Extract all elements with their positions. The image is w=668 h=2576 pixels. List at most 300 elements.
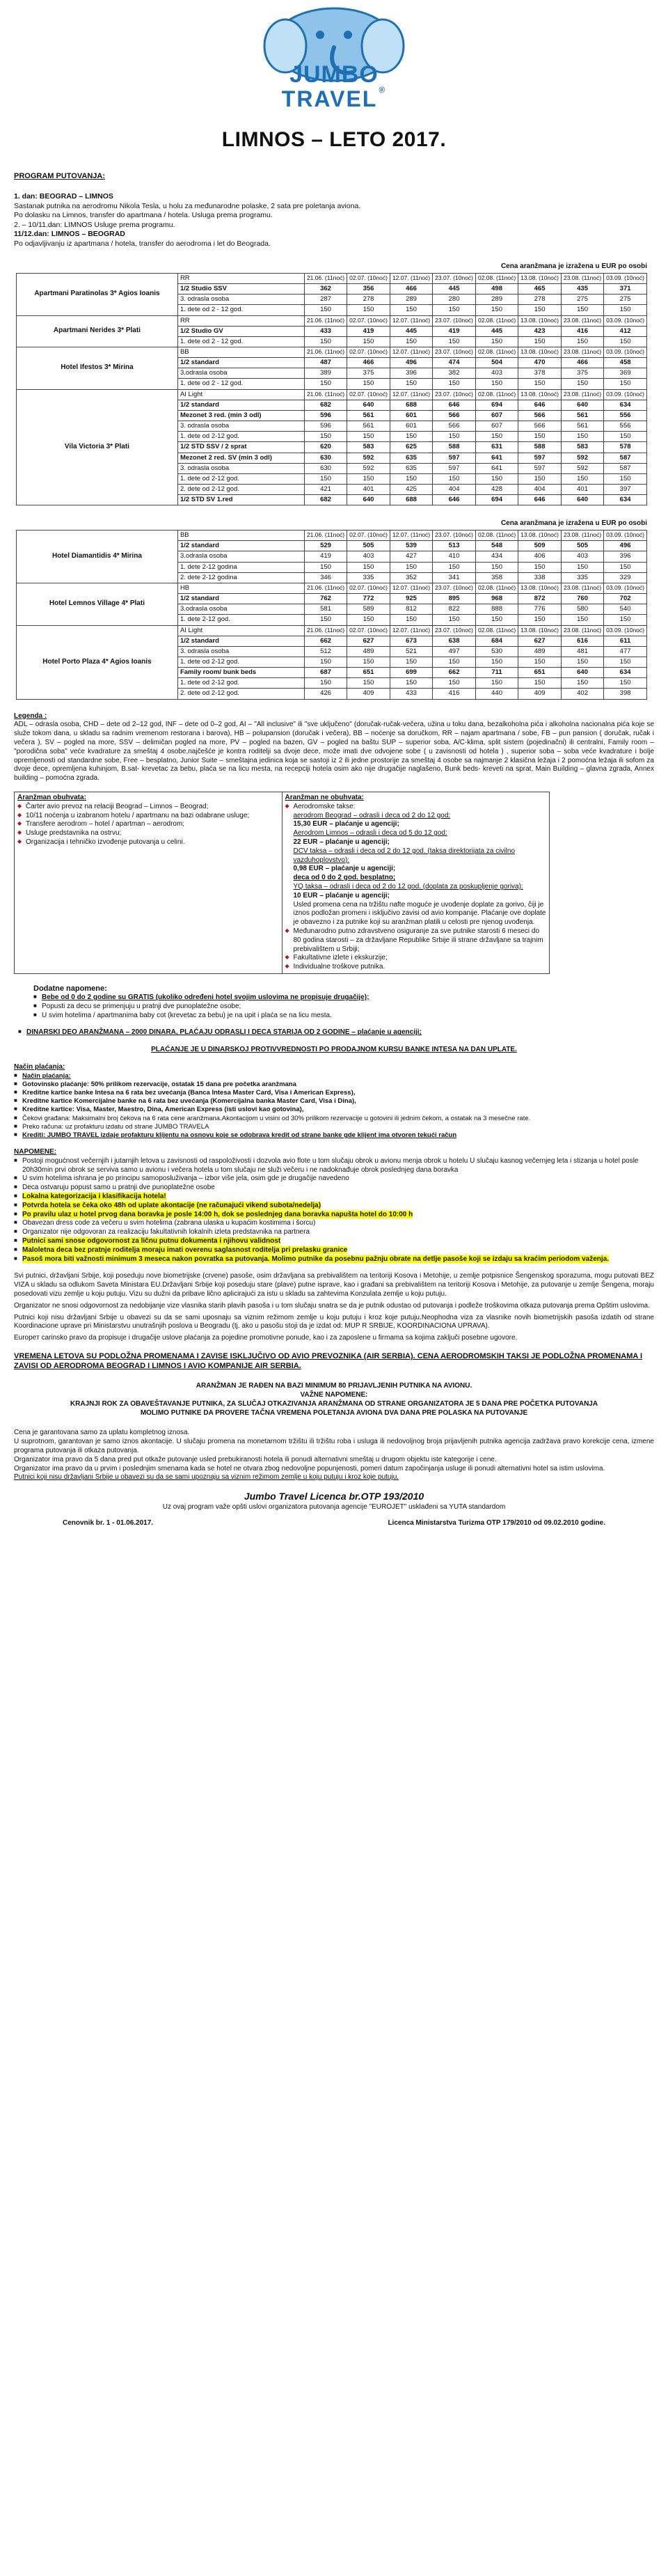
room-type: 3.odrasla osoba [177, 368, 304, 379]
price-cell: 401 [347, 485, 390, 495]
final-terms [14, 1429, 654, 1482]
price-cell: 638 [433, 636, 476, 646]
price-cell: 630 [304, 453, 347, 463]
price-cell: 289 [390, 294, 432, 305]
price-cell: 419 [304, 551, 347, 562]
price-cell: 150 [518, 336, 562, 347]
price-cell: 150 [347, 305, 390, 315]
date-cell: 23.07. (10noć) [433, 315, 476, 326]
price-cell: 278 [347, 294, 390, 305]
price-cell: 275 [561, 294, 603, 305]
date-cell: 13.08. (10noć) [518, 347, 562, 357]
date-cell: 23.08. (11noć) [561, 389, 603, 400]
price-cell: 423 [518, 326, 562, 336]
excl-limnos-line: Aerodrom Limnos – odrasli i deca od 5 do 12 god: [293, 829, 447, 838]
price-cell: 489 [347, 646, 390, 657]
room-type: 3. odrasla osoba [177, 646, 304, 657]
price-cell: 389 [304, 368, 347, 379]
price-cell: 150 [390, 432, 432, 442]
excl-yq-price: 10 EUR – plaćanje u agenciji; [293, 891, 390, 900]
price-cell: 607 [475, 410, 518, 421]
napomene-list [14, 1157, 654, 1264]
logo-travel-text: TRAVEL ® [281, 85, 387, 111]
price-cell: 578 [604, 442, 647, 453]
price-cell: 583 [347, 442, 390, 453]
price-cell: 597 [518, 453, 562, 463]
price-cell: 150 [390, 562, 432, 572]
price-cell: 694 [475, 495, 518, 505]
program-section [14, 192, 654, 249]
room-type: 1. dete od 2-12 god. [177, 678, 304, 689]
napomene-hl-10: Maloletna deca bez pratnje roditelja moraju imati overenu saglasnost roditelja pri prelasku granice [22, 1246, 348, 1254]
price-cell: 588 [433, 442, 476, 453]
price-cell: 150 [304, 657, 347, 668]
price-cell: 150 [604, 336, 647, 347]
important-notes-heading: VAŽNE NAPOMENE: [300, 1390, 368, 1399]
price-cell: 646 [518, 495, 562, 505]
price-cell: 289 [475, 294, 518, 305]
price-cell: 150 [604, 562, 647, 572]
table-header-row [16, 625, 646, 636]
price-cell: 421 [304, 485, 347, 495]
flight-times-warning: VREMENA LETOVA SU PODLOŽNA PROMENAMA I ZAVISE ISKLJUČIVO OD AVIO PREVOZNIKA (AIR SERBIA). CENA AERODROMSKIH TAKSI JE PODLOŽNA PROMENAMA I ZAVISI OD AERODROMA BEOGRAD I LIMNOS I AVIO KOMPANIJE AIR SERBIA. [14, 1351, 643, 1371]
price-cell: 150 [518, 473, 562, 484]
price-cell: 403 [475, 368, 518, 379]
list-item: ■ DINARSKI DEO ARANŽMANA – 2000 DINARA, PLAĆAJU ODRASLI I DECA STARIJA OD 2 GODINE – plaćanje u agenciji; [18, 1028, 654, 1037]
list-item [14, 1246, 654, 1255]
date-cell: 13.08. (10noć) [518, 531, 562, 541]
footer-row [14, 1519, 654, 1528]
excludes-cell [282, 792, 550, 974]
price-cell: 539 [390, 541, 432, 551]
price-cell: 150 [433, 657, 476, 668]
visa-section [14, 1272, 654, 1343]
price-cell: 402 [561, 689, 603, 699]
list-item [14, 1202, 654, 1211]
date-cell: 21.06. (11noć) [304, 531, 347, 541]
date-cell: 12.07. (11noć) [390, 347, 432, 357]
price-cell: 150 [347, 473, 390, 484]
room-type: 1/2 standard [177, 636, 304, 646]
legend-text: ADL – odrasla osoba, CHD – dete od 2–12 god, INF – dete od 0–2 god, AI – "All inclusive" ili "sve uključeno" (doručak-ručak-večera, užina u toku dana, bezalkoholna pića i alkoholna nacionalna pića koje se služe tokom dana, u skladu sa radnim vremenom restorana i barova), HB – polupansion (doručak i večera), BB – noćenje sa doručkom, RR – najam apartmana / sobe, FB – pun pansion ( doručak, ručak i večera ), SV – pogled na more, SSV – delimičan pogled na more, PV – pogled na bazen, GV – pogled na baštu SUP – superior soba, A/C-klima, split sistem (pojedinačni) ili centralni, Family room – "porodična soba" veće kvadrature za smeštaj 4 osobe,najčešće je kontra roditelji sa dvoje dece, može imati dve odvojene sobe ( u zavisnosti od hotela ) , superior soba – soba veće kvadrature i bolje opremljenosti od standardne sobe, Free – besplatno, Junior Suite – smeštajna jedinica koja se sastoji iz 2 ili jedne prostorije za smeštaj 4 osobe sa najmanje 2 klasična ležaja i 2 pomoćna ležaja ili sofom za dvoje dece, opremljena kuhinjom, B.sat- krevetac za bebu, plaća se na licu mesta, na recepciji hotela osim ako nije drugačije naglašeno, Bunk beds- kreveti na sprat, Main Building – glavna zgrada, Annex building – pomoćna zgrada. [14, 721, 654, 783]
date-cell: 02.08. (11noć) [475, 583, 518, 593]
date-cell: 02.07. (10noć) [347, 389, 390, 400]
list-item [14, 1211, 654, 1220]
price-cell: 487 [304, 358, 347, 368]
price-cell: 466 [390, 284, 432, 294]
price-cell: 627 [347, 636, 390, 646]
price-cell: 596 [304, 421, 347, 432]
date-cell: 02.08. (11noć) [475, 531, 518, 541]
list-item [285, 803, 547, 927]
room-type: 1. dete od 2 - 12 god. [177, 336, 304, 347]
price-cell: 150 [304, 562, 347, 572]
hotel-name: Apartmani Nerides 3* Plati [16, 315, 177, 347]
date-cell: 02.07. (10noć) [347, 583, 390, 593]
additional-notes-heading: Dodatne napomene: [33, 984, 107, 993]
napomene-heading: NAPOMENE: [14, 1148, 57, 1156]
price-cell: 646 [518, 400, 562, 410]
includes-excludes-table [14, 792, 550, 974]
room-type: 1. dete od 2-12 god. [177, 657, 304, 668]
price-cell: 630 [304, 463, 347, 473]
price-cell: 150 [304, 615, 347, 625]
date-cell: 23.08. (11noć) [561, 273, 603, 283]
price-cell: 419 [433, 326, 476, 336]
price-cell: 362 [304, 284, 347, 294]
room-type: 1/2 STD SSV / 2 sprat [177, 442, 304, 453]
date-cell: 12.07. (11noć) [390, 531, 432, 541]
list-item: ■ U svim hotelima / apartmanima baby cot (krevetac za bebu) je na upit i plaća se na licu mesta. [33, 1012, 654, 1021]
price-cell: 587 [604, 463, 647, 473]
price-cell: 561 [347, 410, 390, 421]
price-cell: 597 [433, 463, 476, 473]
price-cell: 150 [475, 305, 518, 315]
date-cell: 03.09. (10noć) [604, 531, 647, 541]
date-cell: 13.08. (10noć) [518, 625, 562, 636]
legend-heading: Legenda : [14, 712, 47, 720]
price-cell: 150 [304, 432, 347, 442]
price-cell: 150 [390, 615, 432, 625]
room-type: 1/2 standard [177, 358, 304, 368]
napomene-section [14, 1148, 654, 1264]
payment-cash: Gotovinsko plaćanje: 50% prilikom rezervacije, ostatak 15 dana pre početka aranžmana [22, 1080, 296, 1088]
includes-heading: Aranžman obuhvata: [17, 794, 86, 801]
list-item: ■ Kreditne kartice: Visa, Master, Maestro, Dina, American Express (isti uslovi kao gotovina), [14, 1106, 654, 1114]
price-cell: 496 [390, 358, 432, 368]
payment-heading: Način plaćanja: [14, 1063, 65, 1071]
excludes-heading: Aranžman ne obuhvata: [285, 794, 364, 801]
price-cell: 822 [433, 604, 476, 615]
room-type: 1/2 STD SV 1.red [177, 495, 304, 505]
price-cell: 581 [304, 604, 347, 615]
room-type: Family room/ bunk beds [177, 668, 304, 678]
list-item: ■ Bebe od 0 do 2 godine su GRATIS (ukoliko određeni hotel svojim uslovima ne propisuje drugačije); [33, 994, 654, 1003]
price-cell: 477 [604, 646, 647, 657]
list-item [14, 1255, 654, 1264]
price-cell: 409 [347, 689, 390, 699]
excl-airport-taxes: ◆ Aerodromske takse: [293, 802, 356, 810]
date-cell: 03.09. (10noć) [604, 315, 647, 326]
price-cell: 419 [347, 326, 390, 336]
price-cell: 150 [518, 615, 562, 625]
room-type: 1. dete od 2-12 god. [177, 473, 304, 484]
price-cell: 150 [518, 379, 562, 389]
price-cell: 369 [604, 368, 647, 379]
price-cell: 341 [433, 572, 476, 583]
price-cell: 403 [347, 551, 390, 562]
price-cell: 150 [518, 432, 562, 442]
price-cell: 505 [561, 541, 603, 551]
hotel-name: Hotel Diamantidis 4* Mirina [16, 531, 177, 583]
price-cell: 684 [475, 636, 518, 646]
date-cell: 02.08. (11noć) [475, 389, 518, 400]
date-cell: 21.06. (11noć) [304, 273, 347, 283]
list-item: ■ Organizator nije odgovoran za realizaciju fakultativnih lokalnih izleta predstavnika na partnera [14, 1228, 654, 1237]
price-cell: 346 [304, 572, 347, 583]
price-cell: 641 [475, 453, 518, 463]
price-cell: 580 [561, 604, 603, 615]
list-item: ◆ Čarter avio prevoz na relaciji Beograd – Limnos – Beograd; [17, 803, 279, 812]
table-header-row [16, 273, 646, 283]
price-cell: 596 [304, 410, 347, 421]
price-cell: 587 [604, 453, 647, 463]
price-cell: 592 [561, 453, 603, 463]
price-cell: 530 [475, 646, 518, 657]
list-item: ■ Postoji mogućnost večernjih i jutarnjih letova u zavisnosti od raspoloživosti i dozvola avio flote u tom slučaju obrok u avionu menja obrok u hotelu U slučaju kasnog večernjeg leta i stizanja u hotel posle 20h30min prvi obrok se serviva samo u avionu i večera hotela u tom slučaju ne služi večeru i ne nadoknađuje obrok poslednjeg dana boravka [14, 1157, 654, 1175]
price-caption-1: Cena aranžmana je izražena u EUR po osobi [500, 262, 647, 271]
day1-line2: Po dolasku na Limnos, transfer do apartmana / hotela. Usluga prema programu. [14, 211, 273, 220]
price-cell: 481 [561, 646, 603, 657]
price-cell: 561 [347, 421, 390, 432]
excludes-list [285, 803, 547, 972]
day11-heading: 11/12.dan: LIMNOS – BEOGRAD [14, 230, 125, 239]
price-cell: 356 [347, 284, 390, 294]
price-cell: 150 [347, 562, 390, 572]
price-cell: 640 [561, 400, 603, 410]
price-cell: 150 [475, 473, 518, 484]
price-cell: 607 [475, 421, 518, 432]
table-header-row [16, 347, 646, 357]
price-cell: 651 [518, 668, 562, 678]
price-cell: 150 [304, 305, 347, 315]
price-cell: 428 [475, 485, 518, 495]
price-cell: 616 [561, 636, 603, 646]
price-cell: 410 [433, 551, 476, 562]
price-cell: 150 [433, 615, 476, 625]
napomene-hl-9: Putnici sami snose odgovornost za ličnu putnu dokumenta i njihovu validnost [22, 1237, 281, 1246]
price-cell: 150 [475, 336, 518, 347]
date-cell: 21.06. (11noć) [304, 583, 347, 593]
room-type: 1/2 standard [177, 541, 304, 551]
price-cell: 640 [347, 400, 390, 410]
price-cell: 150 [561, 678, 603, 689]
price-cell: 556 [604, 410, 647, 421]
price-cell: 150 [604, 379, 647, 389]
price-cell: 404 [433, 485, 476, 495]
price-cell: 150 [561, 379, 603, 389]
date-cell: 21.06. (11noć) [304, 389, 347, 400]
price-cell: 403 [561, 551, 603, 562]
price-cell: 329 [604, 572, 647, 583]
price-cell: 513 [433, 541, 476, 551]
visa-p3: Putnici koji nisu državljani Srbije u obavezi su da se sami uposnaju sa viznim režimom zemlje u koju putuju i kroz koje putuju.Neophodna viza za vlasnike novih biometrijskih pasoša izdatih od strane Koordinacione uprave pri Ministarstvu unutrašnjih poslova u Beogradu (tj. ako u pasošu stoji da je izdat od: MUP R SRBIJE, KOORDINACIONA UPRAVA). [14, 1313, 654, 1330]
excl-bg-price: 15,30 EUR – plaćanje u agenciji; [293, 820, 399, 828]
date-cell: 03.09. (10noć) [604, 625, 647, 636]
footer-pricelist: Cenovnik br. 1 - 01.06.2017. [63, 1518, 154, 1527]
day1-heading: 1. dan: BEOGRAD – LIMNOS [14, 192, 113, 201]
price-cell: 150 [604, 305, 647, 315]
price-cell: 634 [604, 400, 647, 410]
price-cell: 566 [518, 421, 562, 432]
room-type: 2. dete 2-12 godina [177, 572, 304, 583]
price-cell: 375 [561, 368, 603, 379]
date-cell: 23.07. (10noć) [433, 583, 476, 593]
page-title: LIMNOS – LETO 2017. [221, 128, 447, 151]
list-item: ■ Kreditne kartice Komercijalne banke na 6 rata bez uvećanja (Komercijalna banka Master Card, Visa i Dina), [14, 1097, 654, 1106]
date-cell: 02.07. (10noć) [347, 625, 390, 636]
price-cell: 548 [475, 541, 518, 551]
room-type: 3. odrasla osoba [177, 294, 304, 305]
list-item: ■ Popusti za decu se primenjuju u pratnji dve punoplatežne osobe; [33, 1003, 654, 1012]
price-cell: 404 [518, 485, 562, 495]
price-cell: 433 [390, 689, 432, 699]
date-cell: 02.07. (10noć) [347, 347, 390, 357]
price-cell: 529 [304, 541, 347, 551]
price-cell: 505 [347, 541, 390, 551]
price-cell: 150 [475, 615, 518, 625]
price-cell: 150 [475, 379, 518, 389]
table-header-row [16, 531, 646, 541]
price-cell: 335 [561, 572, 603, 583]
room-type: 3.odrasla osoba [177, 604, 304, 615]
payment-title: PLAĆANJE JE U DINARSKOJ PROTIVVREDNOSTI PO PRODAJNOM KURSU BANKE INTESA NA DAN UPLATE. [151, 1046, 517, 1054]
price-cell: 150 [304, 336, 347, 347]
list-item [14, 1193, 654, 1202]
price-table-2 [16, 530, 647, 700]
list-item: ■ Preko računa: uz profakturu izdatu od strane JUMBO TRAVELA [14, 1123, 654, 1131]
list-item: ◆ Transfere aerodrom – hotel / apartman – aerodrom; [17, 820, 279, 829]
excl-yq-line: YQ taksa – odrasli i deca od 2 do 12 god. (doplata za poskupljenje goriva): [293, 882, 523, 890]
price-cell: 631 [475, 442, 518, 453]
list-item [14, 1237, 654, 1246]
date-cell: 23.08. (11noć) [561, 531, 603, 541]
price-cell: 466 [561, 358, 603, 368]
visa-p1: Svi putnici, državljani Srbije, koji poseduju nove biometrijske (crvene) pasoše, osim državljana sa prebivalištem na teritoriji Kosova i Metohije, u zemlje potpisnice Šengenskog sporazuma, mogu putovati BEZ VIZA u skladu sa odlukom Saveta Ministara EU.Državljani Srbije koji poseduju stare (plave) putne isprave, kao i građani sa prebivalištem na teritoriji Kosova i Metohije, za putovanje u zemlje Šengena, moraju posedovati vizu zemlje u koju putuju. Vizu su dužni da pribave lično aplicirajući za istu u skladu sa zahtevima Konzulata zemlje u koju putuju. [14, 1272, 654, 1298]
price-cell: 498 [475, 284, 518, 294]
price-cell: 496 [604, 541, 647, 551]
min-passengers-note: ARANŽMAN JE RAĐEN NA BAZI MINIMUM 80 PRIJAVLJENIH PUTNIKA NA AVIONU. [196, 1382, 472, 1390]
service-type: HB [177, 583, 304, 593]
price-cell: 646 [433, 495, 476, 505]
room-type: 1. dete 2-12 god. [177, 615, 304, 625]
price-cell: 445 [475, 326, 518, 336]
excl-dcv-price: 0,98 EUR – plaćanje u agenciji; [293, 865, 396, 873]
price-cell: 566 [518, 410, 562, 421]
payment-section [14, 1063, 654, 1140]
price-cell: 968 [475, 594, 518, 604]
date-cell: 23.07. (10noć) [433, 347, 476, 357]
date-cell: 03.09. (10noć) [604, 347, 647, 357]
date-cell: 12.07. (11noć) [390, 389, 432, 400]
payment-list [14, 1072, 654, 1140]
price-cell: 150 [347, 336, 390, 347]
hotel-name: Hotel Lemnos Village 4* Plati [16, 583, 177, 625]
date-cell: 02.08. (11noć) [475, 273, 518, 283]
price-cell: 597 [433, 453, 476, 463]
service-type: RR [177, 273, 304, 283]
price-cell: 646 [433, 400, 476, 410]
list-item: ■ Obavezan dress code za večeru u svim hotelima (zabrana ulaska u kupaćim kostimima i šorcu) [14, 1219, 654, 1228]
service-type: AI Light [177, 625, 304, 636]
price-cell: 150 [604, 615, 647, 625]
room-type: 3.odrasla osoba [177, 551, 304, 562]
price-cell: 566 [433, 421, 476, 432]
price-cell: 406 [518, 551, 562, 562]
price-cell: 592 [347, 463, 390, 473]
price-cell: 426 [304, 689, 347, 699]
service-type: BB [177, 531, 304, 541]
final-p5: Putnici koji nisu državljani Srbije u obavezi su da se sami upoznaju sa viznim režimom zemlje u koju putuju i kroz koje putuju. [14, 1473, 399, 1482]
price-cell: 335 [347, 572, 390, 583]
price-cell: 435 [561, 284, 603, 294]
price-cell: 150 [304, 379, 347, 389]
price-cell: 150 [518, 305, 562, 315]
installments-note [18, 1028, 654, 1037]
date-cell: 23.08. (11noć) [561, 625, 603, 636]
price-cell: 371 [604, 284, 647, 294]
napomene-hl-4: Lokalna kategorizacija i klasifikacija hotela! [22, 1193, 166, 1201]
room-type: 1. dete od 2 - 12 god. [177, 379, 304, 389]
date-cell: 23.07. (10noć) [433, 273, 476, 283]
excl-infants-free: deca od 0 do 2 god. besplatno; [293, 874, 396, 882]
date-cell: 23.08. (11noć) [561, 315, 603, 326]
day2-line: 2. – 10/11.dan: LIMNOS Usluge prema programu. [14, 220, 175, 229]
date-cell: 21.06. (11noć) [304, 347, 347, 357]
list-item: ■ Deca ostvaruju popust samo u pratnji dve punoplatežne osobe [14, 1184, 654, 1193]
price-cell: 150 [433, 562, 476, 572]
important-notes [14, 1382, 654, 1417]
price-cell: 597 [518, 463, 562, 473]
date-cell: 13.08. (10noć) [518, 315, 562, 326]
date-cell: 12.07. (11noć) [390, 315, 432, 326]
excl-fuel-note: Usled promena cena na tržištu nafte moguće je uvođenje doplate za gorivo, čiji je iznos podložan promeni i isključivo zavisi od avio kompanije. Plaćanje ove doplate je obavezno i za putnike koji su aranžman platili u celosti pre njenog uvođenja. [293, 900, 546, 927]
excl-dcv-line: DCV taksa – odrasli i deca od 2 do 12 god. (taksa direktorijata za civilno vazduhoplovstvo): [293, 847, 516, 864]
price-cell: 694 [475, 400, 518, 410]
price-cell: 635 [390, 463, 432, 473]
room-type: 1/2 Studio SSV [177, 284, 304, 294]
additional-notes [33, 984, 654, 1020]
price-cell: 150 [561, 432, 603, 442]
price-cell: 150 [304, 473, 347, 484]
price-cell: 150 [390, 473, 432, 484]
date-cell: 23.07. (10noć) [433, 389, 476, 400]
price-cell: 634 [604, 495, 647, 505]
price-cell: 378 [518, 368, 562, 379]
room-type: 1. dete od 2-12 god. [177, 432, 304, 442]
price-cell: 150 [475, 657, 518, 668]
room-type: 2. dete od 2-12 god. [177, 689, 304, 699]
price-cell: 150 [347, 432, 390, 442]
list-item [14, 1081, 654, 1089]
price-cell: 465 [518, 284, 562, 294]
price-cell: 416 [561, 326, 603, 336]
price-cell: 662 [304, 636, 347, 646]
price-cell: 396 [390, 368, 432, 379]
table-header-row [16, 315, 646, 326]
price-cell: 338 [518, 572, 562, 583]
includes-cell [15, 792, 283, 974]
price-cell: 812 [390, 604, 432, 615]
napomene-hl-11: Pasoš mora biti važnosti minimum 3 meseca nakon povratka sa putovanja. Molimo putnike da posebnu pažnju obrate na detlje pasoše koji se izdaju sa kraćim periodom važenja. [22, 1255, 610, 1263]
page [14, 0, 654, 1535]
list-item: ■ Način plaćanja: [14, 1072, 654, 1081]
room-type: 1. dete od 2 - 12 god. [177, 305, 304, 315]
hotel-name: Hotel Porto Plaza 4* Agios Ioanis [16, 625, 177, 699]
price-cell: 458 [604, 358, 647, 368]
price-cell: 382 [433, 368, 476, 379]
price-cell: 150 [561, 305, 603, 315]
price-cell: 641 [475, 463, 518, 473]
price-cell: 682 [304, 400, 347, 410]
price-cell: 150 [561, 657, 603, 668]
footer-license-title: Jumbo Travel Licenca br.OTP 193/2010 [244, 1491, 424, 1502]
service-type: AI Light [177, 389, 304, 400]
price-cell: 466 [347, 358, 390, 368]
price-cell: 150 [475, 432, 518, 442]
date-cell: 23.08. (11noć) [561, 583, 603, 593]
date-cell: 13.08. (10noć) [518, 389, 562, 400]
